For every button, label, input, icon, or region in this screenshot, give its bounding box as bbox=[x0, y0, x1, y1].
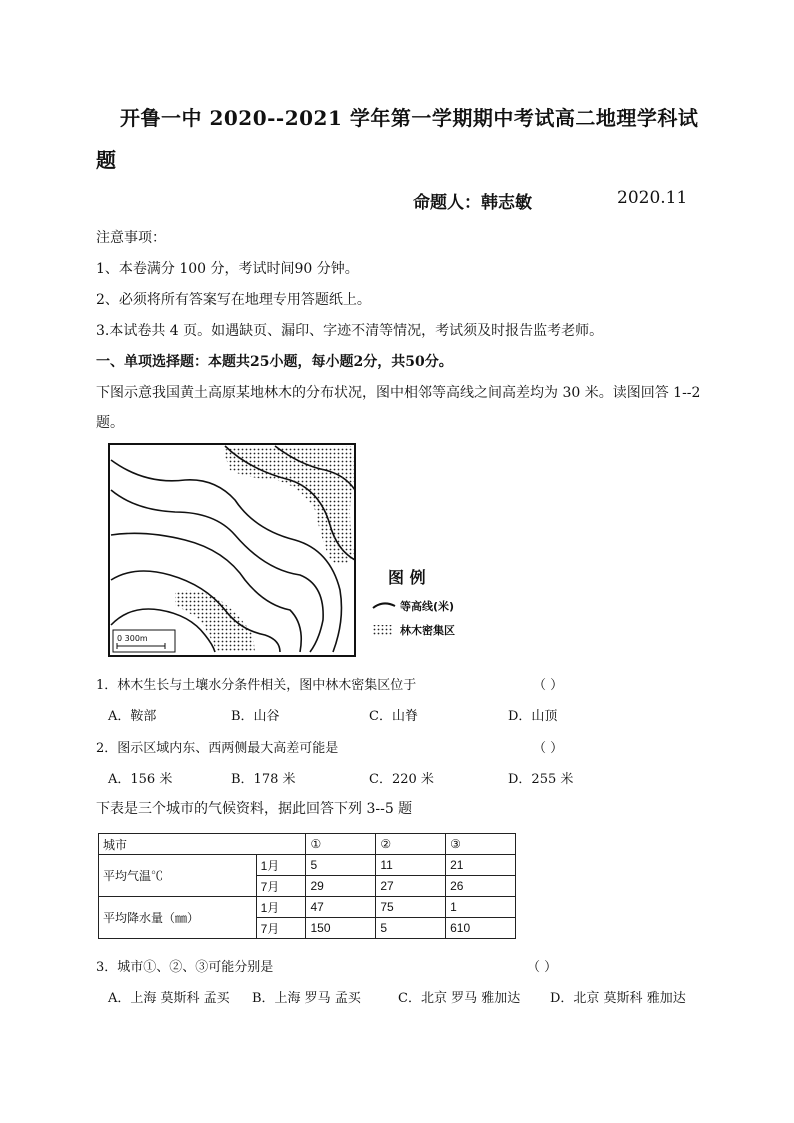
contour-map bbox=[105, 440, 505, 662]
legend-forest-label: 林木密集区 bbox=[400, 624, 455, 637]
option-c: C．山脊 bbox=[369, 709, 418, 724]
forest-area-north bbox=[223, 446, 355, 564]
table-cell: 5 bbox=[306, 855, 376, 876]
table-cell: 29 bbox=[306, 876, 376, 897]
month-label: 1月 bbox=[256, 897, 306, 918]
precip-label: 平均降水量（㎜） bbox=[99, 897, 257, 939]
section-intro: 下图示意我国黄土高原某地林木的分布状况，图中相邻等高线之间高差均为 30 米。读图回答 1--2 bbox=[96, 385, 701, 401]
month-label: 7月 bbox=[256, 918, 306, 939]
option-a: A．上海 莫斯科 孟买 bbox=[108, 991, 230, 1006]
legend-forest-icon bbox=[373, 625, 393, 635]
option-b: B．178 米 bbox=[231, 772, 296, 787]
author: 命题人：韩志敏 bbox=[413, 193, 532, 213]
section-intro-continued: 题。 bbox=[96, 415, 124, 431]
question-stem: 3．城市①、②、③可能分别是 bbox=[96, 960, 274, 975]
question-stem: 2．图示区域内东、西两侧最大高差可能是 bbox=[96, 741, 339, 756]
table-cell: 610 bbox=[446, 918, 516, 939]
option-d: D．255 米 bbox=[508, 772, 574, 787]
temp-label: 平均气温℃ bbox=[99, 855, 257, 897]
answer-bracket: （ ） bbox=[527, 960, 558, 975]
option-c: C．北京 罗马 雅加达 bbox=[398, 991, 521, 1006]
table-cell: 150 bbox=[306, 918, 376, 939]
section-heading: 一、单项选择题：本题共25小题，每小题2分，共50分。 bbox=[96, 354, 453, 370]
notes-heading: 注意事项： bbox=[96, 230, 166, 246]
legend-contour-label: 等高线(米) bbox=[400, 600, 455, 613]
table-cell: 21 bbox=[446, 855, 516, 876]
table-header-city-2: ② bbox=[376, 834, 446, 855]
option-c: C．220 米 bbox=[369, 772, 434, 787]
table-header-city-3: ③ bbox=[446, 834, 516, 855]
table-cell: 26 bbox=[446, 876, 516, 897]
question-stem: 1．林木生长与土壤水分条件相关，图中林木密集区位于 bbox=[96, 678, 417, 693]
note-item: 3.本试卷共 4 页。如遇缺页、漏印、字迹不清等情况，考试须及时报告监考老师。 bbox=[96, 323, 604, 339]
month-label: 7月 bbox=[256, 876, 306, 897]
table-cell: 27 bbox=[376, 876, 446, 897]
page-title: 开鲁一中 2020--2021 学年第一学期期中考试高二地理学科试 bbox=[120, 106, 699, 130]
option-b: B．山谷 bbox=[231, 709, 280, 724]
note-item: 2、必须将所有答案写在地理专用答题纸上。 bbox=[96, 292, 371, 308]
legend-contour-icon bbox=[373, 603, 395, 608]
table-cell: 5 bbox=[376, 918, 446, 939]
answer-bracket: （ ） bbox=[533, 741, 564, 756]
option-d: D．北京 莫斯科 雅加达 bbox=[550, 991, 686, 1006]
answer-bracket: （ ） bbox=[533, 678, 564, 693]
table-intro: 下表是三个城市的气候资料，据此回答下列 3--5 题 bbox=[96, 801, 413, 817]
date: 2020.11 bbox=[617, 188, 688, 208]
climate-table bbox=[98, 833, 516, 939]
table-row bbox=[99, 834, 516, 855]
table-cell: 47 bbox=[306, 897, 376, 918]
table-cell: 11 bbox=[376, 855, 446, 876]
scale-label: 0 300m bbox=[117, 634, 148, 643]
table-row bbox=[99, 855, 516, 876]
note-item: 1、本卷满分 100 分，考试时间90 分钟。 bbox=[96, 261, 359, 277]
legend-title: 图 例 bbox=[388, 568, 426, 587]
option-a: A．156 米 bbox=[108, 772, 173, 787]
option-a: A．鞍部 bbox=[108, 709, 157, 724]
option-b: B．上海 罗马 孟买 bbox=[252, 991, 361, 1006]
page-title-continued: 题 bbox=[96, 148, 117, 172]
table-header-city: 城市 bbox=[99, 834, 306, 855]
table-header-city-1: ① bbox=[306, 834, 376, 855]
table-row bbox=[99, 897, 516, 918]
option-d: D．山顶 bbox=[508, 709, 558, 724]
table-cell: 75 bbox=[376, 897, 446, 918]
month-label: 1月 bbox=[256, 855, 306, 876]
table-cell: 1 bbox=[446, 897, 516, 918]
